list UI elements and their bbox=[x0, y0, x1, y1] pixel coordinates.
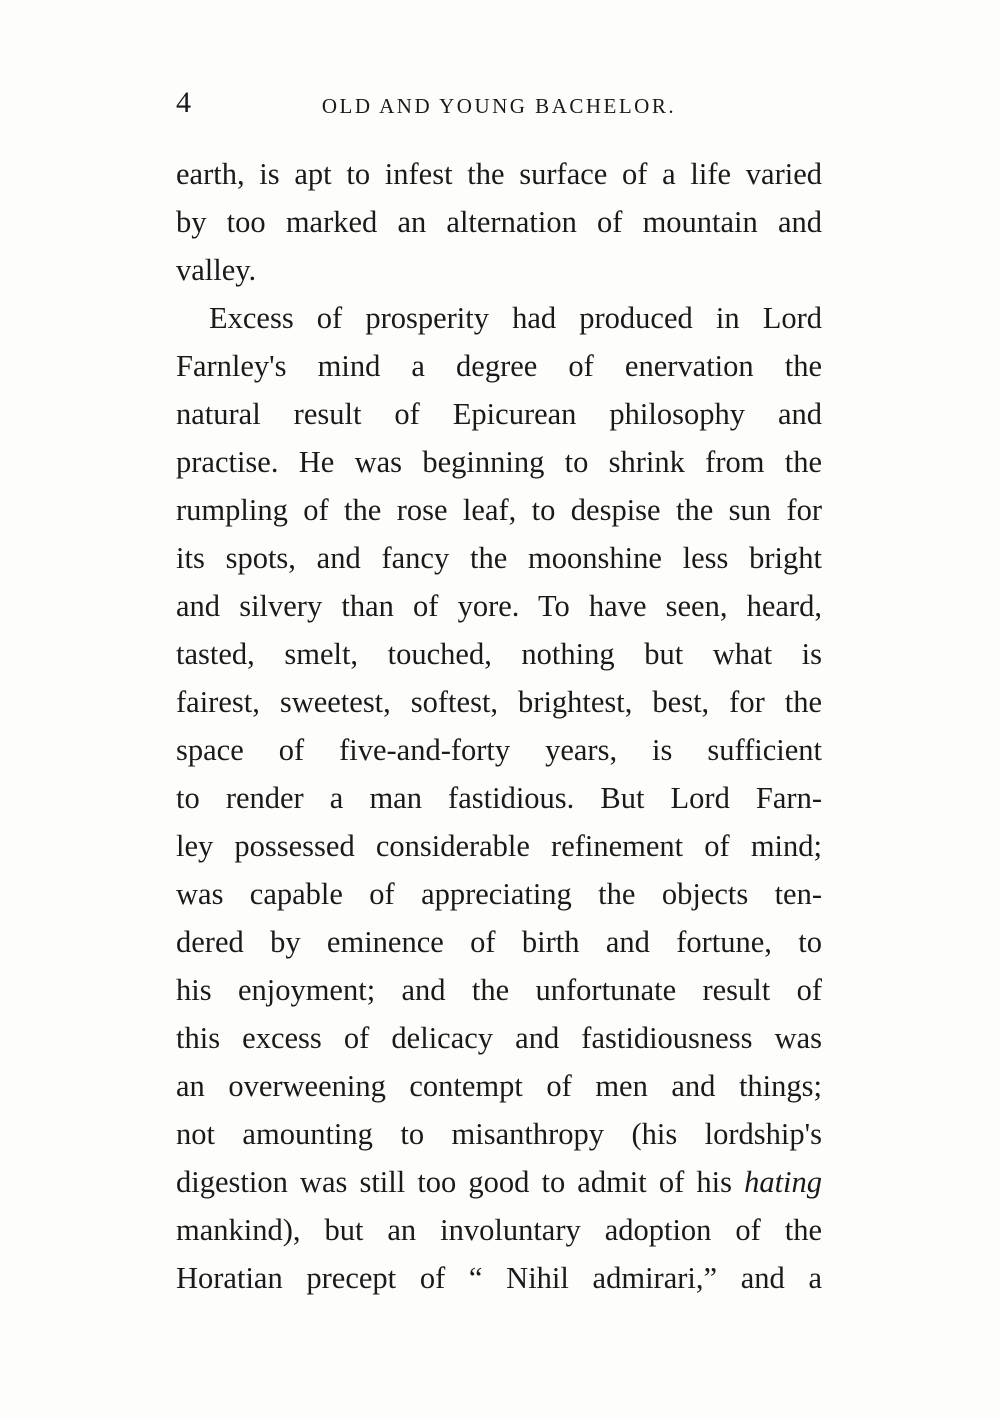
body-text bbox=[176, 150, 822, 1302]
page-header bbox=[176, 84, 822, 124]
text-line: its spots, and fancy the moonshine less bright bbox=[176, 541, 822, 575]
text-line: Excess of prosperity had produced in Lord bbox=[209, 301, 822, 335]
italic-word: hating bbox=[744, 1165, 823, 1199]
text-line: and silvery than of yore. To have seen, heard, bbox=[176, 589, 822, 623]
text-line: by too marked an alternation of mountain and bbox=[176, 205, 822, 239]
text-line: an overweening contempt of men and things; bbox=[176, 1069, 822, 1103]
text-line: Horatian precept of “ Nihil admirari,” and a bbox=[176, 1261, 822, 1295]
text-line: not amounting to misanthropy (his lordship's bbox=[176, 1117, 822, 1151]
text-line: this excess of delicacy and fastidiousness was bbox=[176, 1021, 822, 1055]
text-line: to render a man fastidious. But Lord Farn- bbox=[176, 781, 822, 815]
text-line: tasted, smelt, touched, nothing but what is bbox=[176, 637, 822, 671]
text-line: rumpling of the rose leaf, to despise the sun for bbox=[176, 493, 822, 527]
text-line: earth, is apt to infest the surface of a life varied bbox=[176, 157, 822, 191]
text-line: mankind), but an involuntary adoption of the bbox=[176, 1213, 822, 1247]
page-number: 4 bbox=[176, 86, 191, 119]
running-title: OLD AND YOUNG BACHELOR. bbox=[321, 94, 677, 118]
text-segment: digestion was still too good to admit of his bbox=[176, 1165, 732, 1199]
text-line: space of five-and-forty years, is sufficient bbox=[176, 733, 822, 767]
text-line: dered by eminence of birth and fortune, to bbox=[176, 925, 822, 959]
text-line: was capable of appreciating the objects ten- bbox=[176, 877, 822, 911]
text-line: Farnley's mind a degree of enervation the bbox=[176, 349, 822, 383]
text-line: practise. He was beginning to shrink from the bbox=[176, 445, 822, 479]
text-line: ley possessed considerable refinement of mind; bbox=[176, 829, 822, 863]
text-line: natural result of Epicurean philosophy and bbox=[176, 397, 822, 431]
text-line bbox=[176, 1158, 822, 1206]
text-line: valley. bbox=[176, 253, 257, 287]
text-line: fairest, sweetest, softest, brightest, best, for the bbox=[176, 685, 822, 719]
text-line: his enjoyment; and the unfortunate result of bbox=[176, 973, 822, 1007]
